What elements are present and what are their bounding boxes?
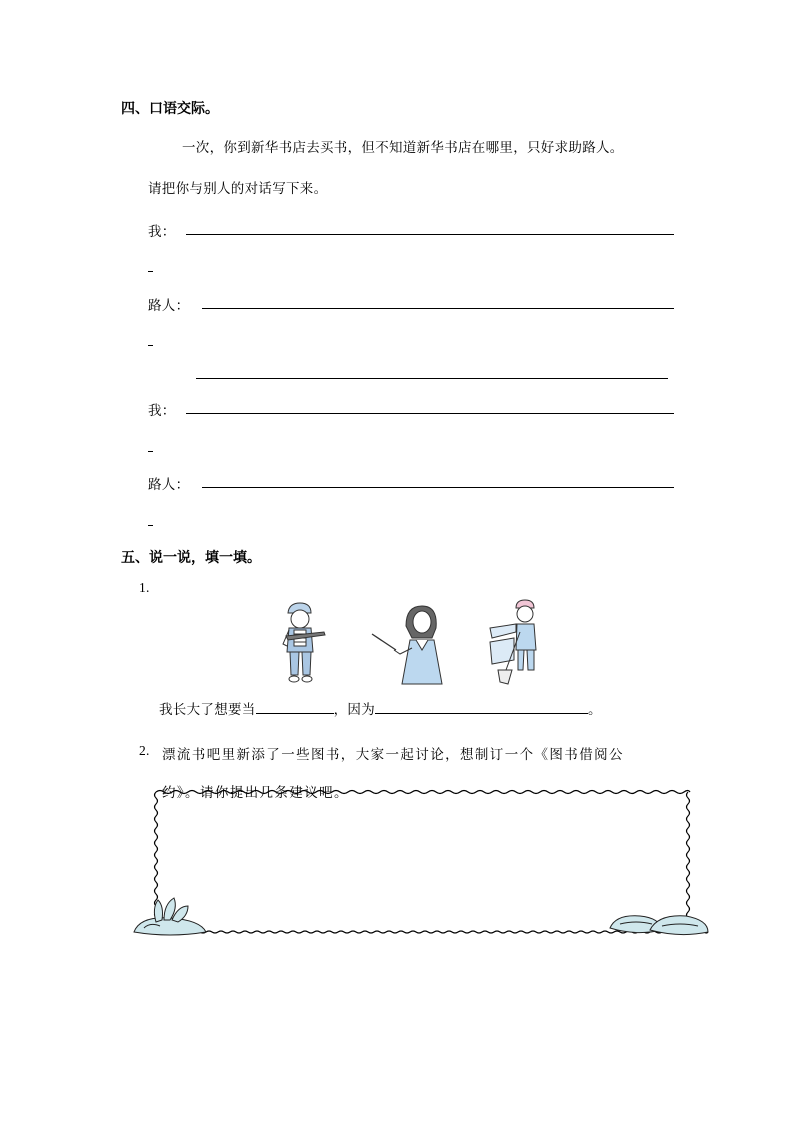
sentence-part-1: 我长大了想要当 (159, 702, 256, 718)
dialogue-speaker-me: 我： (148, 403, 176, 419)
line-mark (148, 451, 153, 452)
section-4-prompt-line-1: 一次，你到新华书店去买书，但不知道新华书店在哪里，只好求助路人。 (182, 140, 624, 156)
question-1-number: 1. (139, 580, 150, 595)
answer-line[interactable] (202, 308, 674, 309)
answer-line[interactable] (186, 413, 674, 414)
section-4-title: 四、口语交际。 (121, 101, 219, 117)
question-2-text-line-1: 漂流书吧里新添了一些图书，大家一起讨论，想制订一个《图书借阅公 (162, 747, 624, 763)
line-mark (148, 271, 153, 272)
line-mark (148, 525, 153, 526)
dialogue-speaker-passerby: 路人： (148, 477, 190, 493)
reason-blank[interactable] (375, 699, 588, 714)
line-mark (148, 345, 153, 346)
coral-decoration (134, 898, 206, 935)
sentence-part-2: ，因为 (333, 702, 376, 718)
teacher-figure (372, 604, 450, 686)
section-4-prompt-line-2: 请把你与别人的对话写下来。 (148, 181, 328, 197)
suggestion-box-frame[interactable] (130, 786, 710, 938)
answer-line[interactable] (196, 378, 668, 379)
profession-blank[interactable] (256, 699, 334, 714)
answer-line[interactable] (202, 487, 674, 488)
question-2-text-line-2: 约》。请你提出几条建议吧。 (162, 785, 349, 801)
dialogue-speaker-passerby: 路人： (148, 298, 190, 314)
sentence-end: 。 (588, 702, 602, 718)
question-2-number: 2. (139, 743, 150, 758)
dialogue-speaker-me: 我： (148, 224, 176, 240)
cleaner-figure (490, 598, 546, 686)
soldier-figure (276, 600, 328, 686)
section-5-title: 五、说一说，填一填。 (121, 550, 261, 566)
answer-line[interactable] (186, 234, 674, 235)
shell-decoration (610, 916, 708, 935)
question-1-sentence (159, 698, 602, 718)
